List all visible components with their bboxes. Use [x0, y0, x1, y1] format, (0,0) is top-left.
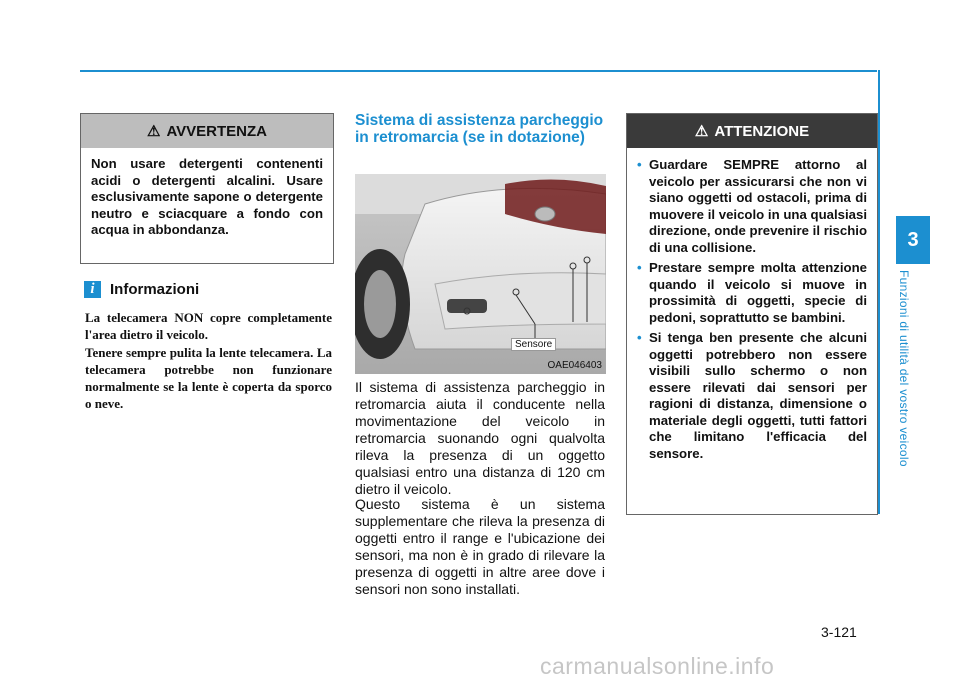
warning-box: [80, 113, 334, 264]
right-rule: [878, 70, 880, 514]
section-paragraph: Questo sistema è un sistema supplementare che rileva la presenza di oggetti entro il range e l'ubicazione dei sensori, ma non è in grado di rilevare la presenza di oggetti in altre aree dove i sensori non sono installati.: [355, 496, 605, 597]
caution-list: [627, 148, 877, 462]
chapter-side-title: Funzioni di utilità del vostro veicolo: [897, 270, 911, 467]
warning-triangle-icon: ⚠: [146, 123, 161, 140]
top-rule: [80, 70, 877, 72]
watermark: carmanualsonline.info: [540, 653, 775, 679]
warning-header: [81, 114, 333, 148]
caution-item: • Si tenga ben presente che alcuni oggetti potrebbero non essere visibili sullo schermo o non essere rilevati dai sensori per ragioni di distanza, dimensione o materiale degli oggetti, tutti fattori che limitano l'efficacia del sensore.: [637, 330, 867, 462]
section-title: Sistema di assistenza parcheggio in retromarcia (se in dotazione): [355, 112, 604, 146]
info-header: [84, 281, 199, 298]
warning-triangle-icon: ⚠: [694, 123, 709, 140]
info-paragraph: Tenere sempre pulita la lente telecamera. La telecamera potrebbe non funzionare normalmente se la lente è coperta da sporco o neve.: [85, 345, 332, 411]
image-code: OAE046403: [547, 360, 602, 371]
info-title: Informazioni: [110, 281, 200, 298]
sensor-photo: [355, 174, 606, 374]
info-icon: i: [84, 281, 101, 298]
caution-title: ATTENZIONE: [714, 122, 810, 140]
chapter-tab: 3: [896, 216, 930, 264]
caution-item: • Prestare sempre molta attenzione quando il veicolo si muove in prossimità di oggetti, specie di pedoni, soprattutto se bambini.: [637, 260, 867, 326]
caution-header: [627, 114, 877, 148]
caution-box: [626, 113, 878, 515]
car-rear-illustration: [355, 174, 606, 374]
warning-text: Non usare detergenti contenenti acidi o detergenti alcalini. Usare esclusivamente sapone o detergente neutro e sciacquare a fondo con acqua in abbondanza.: [91, 156, 323, 237]
sensor-label: Sensore: [511, 338, 556, 351]
caution-item: • Guardare SEMPRE attorno al veicolo per assicurarsi che non vi siano oggetti od ostacoli, prima di muovere il veicolo in una qualsiasi direzione, onde prevenire il rischio di una collisione.: [637, 157, 867, 256]
section-paragraph: Il sistema di assistenza parcheggio in retromarcia aiuta il conducente nella movimentazione del veicolo in retromarcia suonando ogni qualvolta rileva la presenza di un oggetto qualsiasi entro una distanza di 120 cm dietro il veicolo.: [355, 379, 605, 497]
warning-title: AVVERTENZA: [166, 122, 267, 140]
page-number: 3-121: [821, 624, 857, 640]
info-paragraph: La telecamera NON copre completamente l'area dietro il veicolo.: [85, 310, 332, 342]
